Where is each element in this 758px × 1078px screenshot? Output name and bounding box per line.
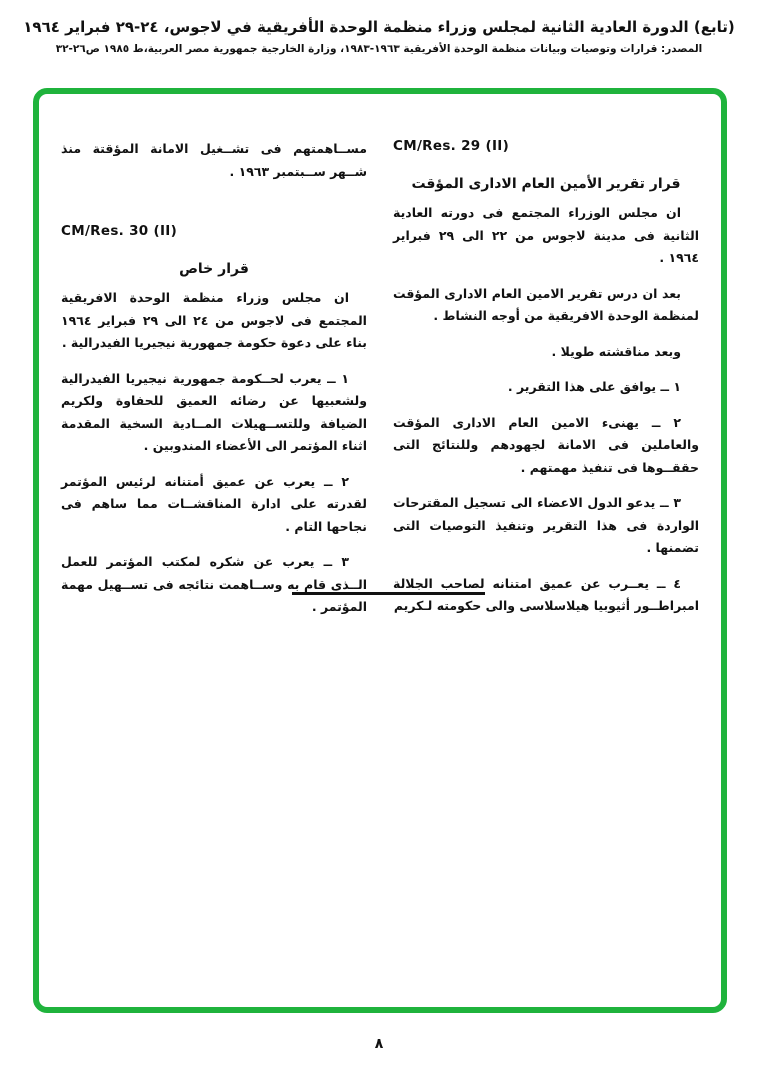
end-of-text-rule [292,592,485,595]
res30-paragraph: ٣ ــ يعرب عن شكره لمكتب المؤتمر للعمل الــذى قام به وســاهمت نتائجه فى تســهيل مهمة المؤتمر . [61,554,367,614]
source-citation: المصدر: قرارات وتوصيات وبيانات منظمة الوحدة الأفريقية ١٩٦٣-١٩٨٣، وزارة الخارجية جمهورية مصر العربية،ط ١٩٨٥ ص٢٦-٣٢ [55,43,703,55]
column-right-res29 [393,138,699,632]
res29-paragraph: ٢ ــ يهنىء الامين العام الادارى المؤقت والعاملين فى الامانة لجهودهم وللنتائج التى حققــوها فى تنفيذ مهمتهم . [393,414,699,475]
res30-paragraph: ١ ــ يعرب لحــكومة جمهورية نيجيريا الفيدرالية ولشعبيها عن رضائه العميق للحفاوة ولكريم الضيافة وللتســهيلات المــادية السخية المقدمة اثناء المؤتمر الى الأعضاء المندوبين . [61,370,367,453]
page-number: ٨ [374,1036,384,1052]
res30-paragraph: ٢ ــ يعرب عن عميق أمتنانه لرئيس المؤتمر لقدرته على ادارة المناقشــات مما ساهم فى نجاحها التام . [61,473,367,534]
res29-paragraph: وبعد مناقشته طويلا . [551,343,681,359]
column-left-res30 [61,138,367,632]
res29-paragraph: بعد ان درس تقرير الامين العام الادارى المؤقت لمنظمة الوحدة الافريقية من أوجه النشاط . [393,285,699,323]
res29-paragraph: ان مجلس الوزراء المجتمع فى دورته العادية الثانية فى مدينة لاجوس من ٢٢ الى ٢٩ فبراير ١٩٦٤ . [393,205,699,265]
session-title: (تابع) الدورة العادية الثانية لمجلس وزراء منظمة الوحدة الأفريقية في لاجوس، ٢٤-٢٩ فبراير ١٩٦٤ [23,18,735,36]
resolution-29-title: قرار تقرير الأمين العام الادارى المؤقت [411,176,681,192]
res29-continuation-paragraph: مســاهمتهم فى تشــغيل الامانة المؤقتة منذ شــهر ســبتمبر ١٩٦٣ . [61,141,367,179]
green-border-frame [33,88,727,1013]
two-column-text [61,138,699,632]
resolution-ref-30: CM/Res. 30 (II) [61,223,178,239]
res29-paragraph: ٤ ــ يعــرب عن عميق امتنانه لصاحب الجلالة امبراطــور أثيوبيا هيلاسلاسى والى حكومته لـكريم [393,575,699,613]
page-header [0,18,758,55]
resolution-30-title: قرار خاص [179,261,249,277]
res29-paragraph: ١ ــ يوافق على هذا التقرير . [507,379,681,394]
res29-paragraph: ٣ ــ يدعو الدول الاعضاء الى تسجيل المقترحات الواردة فى هذا التقرير وتنفيذ التوصيات التى تضمنها . [393,495,699,555]
res30-paragraph: ان مجلس وزراء منظمة الوحدة الافريقية المجتمع فى لاجوس من ٢٤ الى ٢٩ فبراير ١٩٦٤ بناء على دعوة حكومة جمهورية نيجيريا الفيدرالية . [61,290,367,350]
resolution-ref-29: CM/Res. 29 (II) [393,138,510,154]
